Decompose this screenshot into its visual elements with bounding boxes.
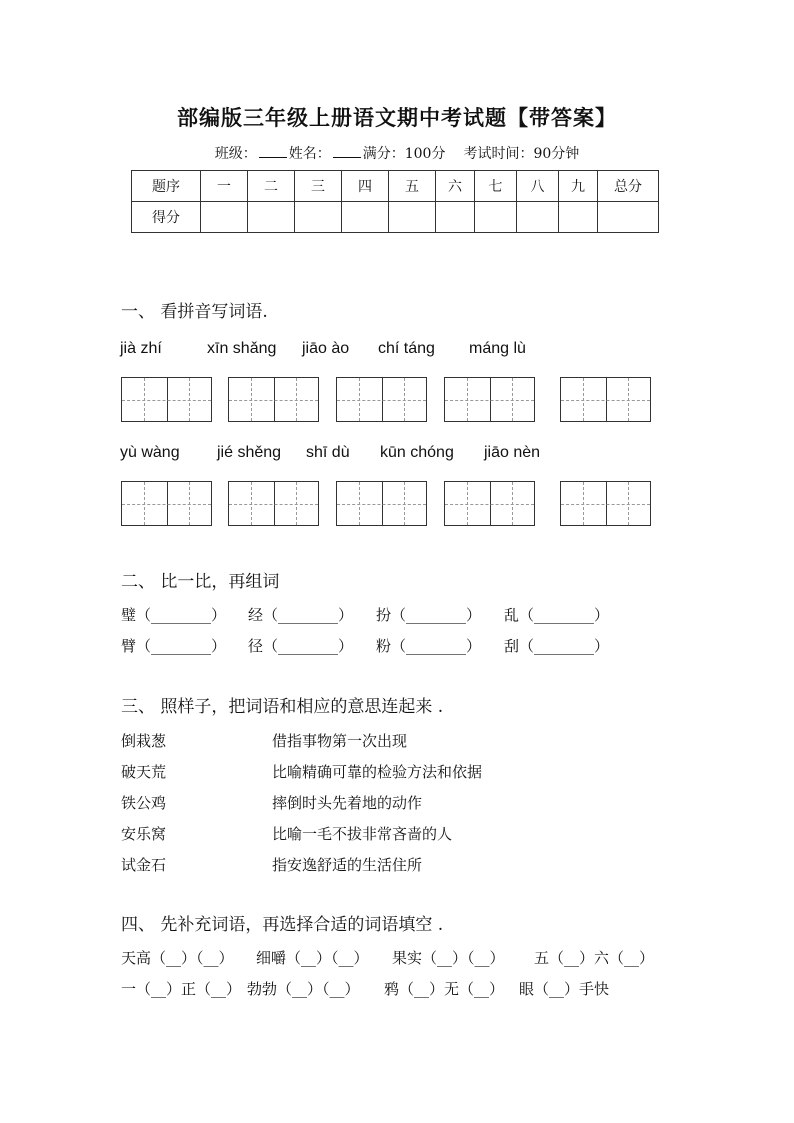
writing-box[interactable] xyxy=(336,377,427,422)
idiom-term[interactable]: 铁公鸡 xyxy=(121,794,167,812)
score-header-row xyxy=(132,171,659,202)
word-blank[interactable]: 璧（________） xyxy=(121,606,227,624)
header-cell: 总分 xyxy=(598,171,659,202)
pinyin-label: máng lù xyxy=(469,340,526,357)
section1-heading: 一、 看拼音写词语. xyxy=(121,302,268,322)
header-cell: 七 xyxy=(475,171,517,202)
pinyin-label: chí táng xyxy=(378,340,435,357)
pinyin-label: jiāo nèn xyxy=(484,444,541,461)
class-blank[interactable] xyxy=(259,145,287,158)
section2-heading: 二、 比一比，再组词 xyxy=(121,572,280,592)
word-blank[interactable]: 刮（________） xyxy=(504,637,610,655)
word-blank[interactable]: 经（________） xyxy=(248,606,354,624)
word-blank[interactable]: 径（________） xyxy=(248,637,354,655)
score-table xyxy=(131,170,659,233)
writing-box[interactable] xyxy=(228,377,319,422)
section4-heading: 四、 先补充词语，再选择合适的词语填空 . xyxy=(121,915,444,935)
word-blank[interactable]: 粉（________） xyxy=(376,637,482,655)
pinyin-label: xīn shǎng xyxy=(207,340,277,357)
idiom-meaning[interactable]: 指安逸舒适的生活住所 xyxy=(272,856,423,874)
pinyin-label: yù wàng xyxy=(120,444,180,461)
header-cell: 四 xyxy=(342,171,389,202)
idiom-term[interactable]: 安乐窝 xyxy=(121,825,167,843)
fill-phrase[interactable]: 鸦（__）无（__） xyxy=(384,980,505,998)
writing-box[interactable] xyxy=(121,481,212,526)
pinyin-label: kūn chóng xyxy=(380,444,454,461)
idiom-term[interactable]: 试金石 xyxy=(121,856,167,874)
header-cell: 二 xyxy=(248,171,295,202)
exam-time-label: 考试时间：90分钟 xyxy=(463,146,580,162)
class-label: 班级： xyxy=(214,146,257,162)
writing-box[interactable] xyxy=(560,481,651,526)
word-blank[interactable]: 扮（________） xyxy=(376,606,482,624)
score-cell[interactable] xyxy=(436,202,475,233)
idiom-meaning[interactable]: 比喻精确可靠的检验方法和依据 xyxy=(272,763,483,781)
full-score-label: 满分：100分 xyxy=(362,146,446,162)
writing-box[interactable] xyxy=(121,377,212,422)
pinyin-label: jié shěng xyxy=(217,444,282,461)
score-row-label: 得分 xyxy=(132,202,201,233)
idiom-meaning[interactable]: 比喻一毛不拔非常吝啬的人 xyxy=(272,825,453,843)
header-cell: 三 xyxy=(295,171,342,202)
student-info-line xyxy=(0,143,794,163)
idiom-meaning[interactable]: 借指事物第一次出现 xyxy=(272,732,408,750)
header-cell: 六 xyxy=(436,171,475,202)
word-blank[interactable]: 臂（________） xyxy=(121,637,227,655)
writing-box[interactable] xyxy=(228,481,319,526)
score-cell[interactable] xyxy=(389,202,436,233)
score-cell[interactable] xyxy=(517,202,559,233)
score-cell[interactable] xyxy=(475,202,517,233)
score-row xyxy=(132,202,659,233)
writing-box[interactable] xyxy=(444,377,535,422)
pinyin-label: jiāo ào xyxy=(302,340,350,357)
fill-phrase[interactable]: 五（__）六（__） xyxy=(534,949,655,967)
score-cell[interactable] xyxy=(295,202,342,233)
score-cell[interactable] xyxy=(201,202,248,233)
fill-phrase[interactable]: 果实（__）（__） xyxy=(392,949,505,967)
fill-phrase[interactable]: 眼（__）手快 xyxy=(519,980,610,998)
page-title: 部编版三年级上册语文期中考试题【带答案】 xyxy=(177,105,617,130)
idiom-term[interactable]: 破天荒 xyxy=(121,763,167,781)
fill-phrase[interactable]: 细嚼（__）（__） xyxy=(256,949,369,967)
writing-box[interactable] xyxy=(444,481,535,526)
fill-phrase[interactable]: 天高（__）（__） xyxy=(121,949,234,967)
idiom-term[interactable]: 倒栽葱 xyxy=(121,732,167,750)
header-cell: 九 xyxy=(559,171,598,202)
idiom-meaning[interactable]: 摔倒时头先着地的动作 xyxy=(272,794,423,812)
score-cell[interactable] xyxy=(248,202,295,233)
header-cell: 一 xyxy=(201,171,248,202)
name-label: 姓名： xyxy=(288,146,331,162)
score-cell[interactable] xyxy=(598,202,659,233)
score-cell[interactable] xyxy=(559,202,598,233)
name-blank[interactable] xyxy=(333,145,361,158)
writing-box[interactable] xyxy=(560,377,651,422)
fill-phrase[interactable]: 一（__）正（__） xyxy=(121,980,242,998)
score-cell[interactable] xyxy=(342,202,389,233)
fill-phrase[interactable]: 勃勃（__）（__） xyxy=(247,980,360,998)
pinyin-label: shī dù xyxy=(306,444,350,461)
header-cell: 五 xyxy=(389,171,436,202)
header-cell: 题序 xyxy=(132,171,201,202)
header-cell: 八 xyxy=(517,171,559,202)
writing-box[interactable] xyxy=(336,481,427,526)
word-blank[interactable]: 乱（________） xyxy=(504,606,610,624)
section3-heading: 三、 照样子，把词语和相应的意思连起来 . xyxy=(121,697,444,717)
pinyin-label: jià zhí xyxy=(120,340,162,357)
